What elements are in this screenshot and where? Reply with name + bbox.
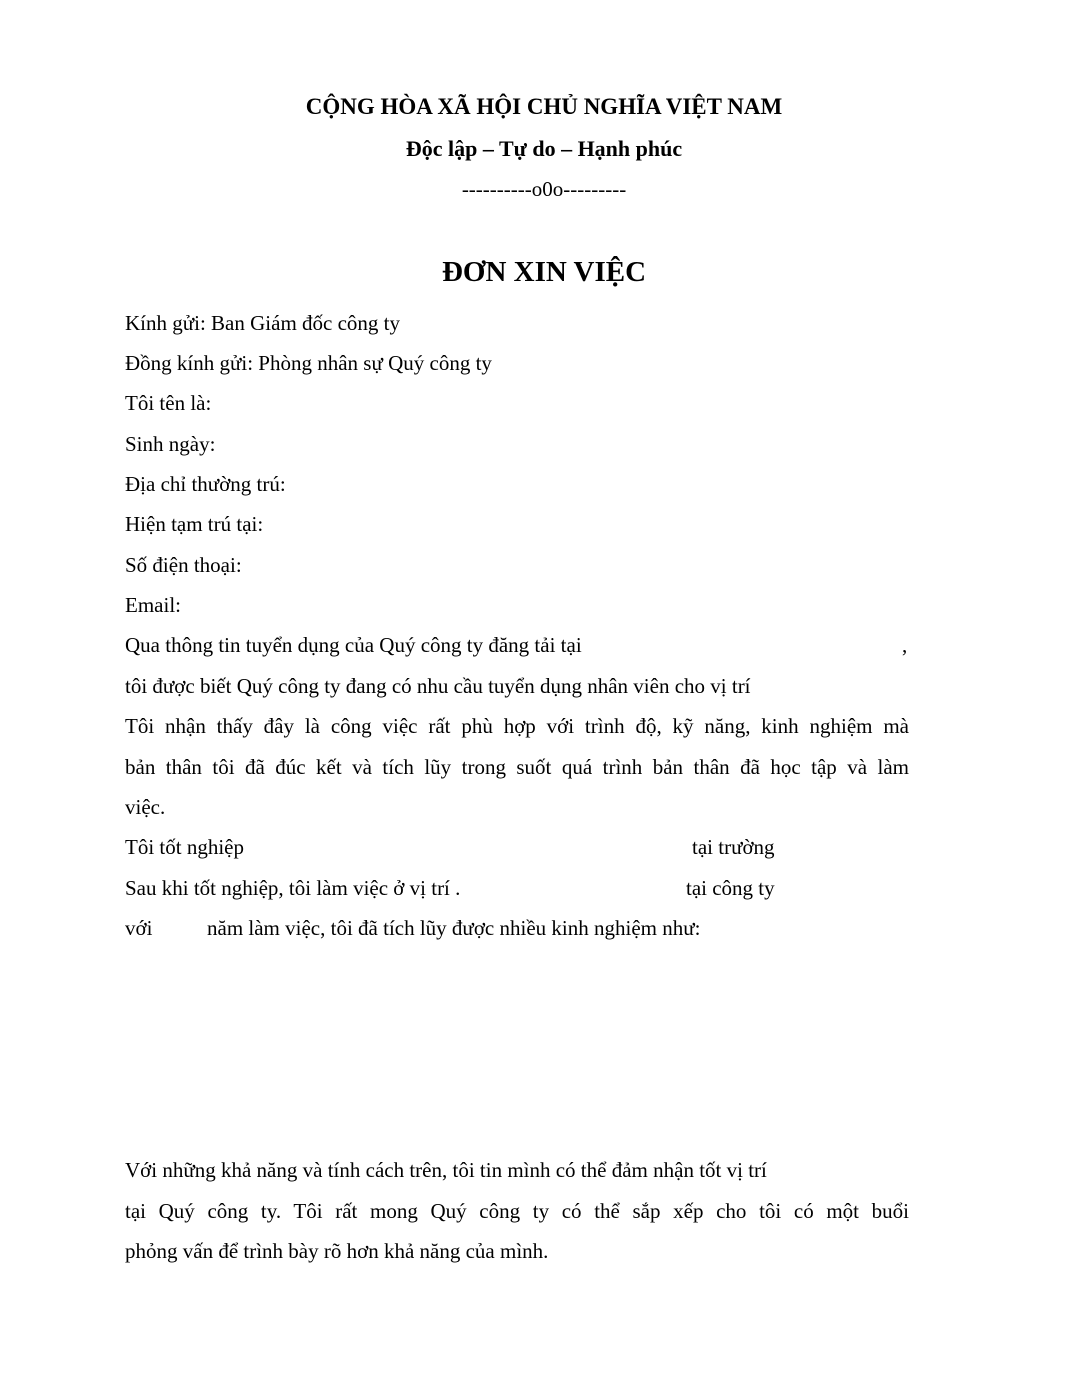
closing-line-3: phỏng vấn để trình bày rõ hơn khả năng của mình.	[125, 1239, 549, 1263]
temporary-address-field-label: Hiện tạm trú tại:	[125, 512, 264, 536]
fit-paragraph-line-2: bản thân tôi đã đúc kết và tích lũy trong suốt quá trình bản thân đã học tập và làm	[125, 755, 909, 779]
closing-line-2: tại Quý công ty. Tôi rất mong Quý công ty có thể sắp xếp cho tôi có một buổi	[125, 1199, 909, 1223]
addressee-line: Kính gửi: Ban Giám đốc công ty	[125, 311, 401, 335]
job-source-line: Qua thông tin tuyển dụng của Quý công ty đăng tải tại	[125, 633, 582, 657]
email-field-label: Email:	[125, 593, 181, 617]
cc-addressee-line: Đồng kính gửi: Phòng nhân sự Quý công ty	[125, 351, 492, 375]
national-motto: Độc lập – Tự do – Hạnh phúc	[405, 136, 683, 161]
fit-paragraph-line-1: Tôi nhận thấy đây là công việc rất phù hợp với trình độ, kỹ năng, kinh nghiệm mà	[125, 714, 909, 738]
with-label: với	[125, 916, 153, 940]
phone-field-label: Số điện thoại:	[125, 553, 242, 577]
after-graduation-label: Sau khi tốt nghiệp, tôi làm việc ở vị trí .	[125, 876, 461, 900]
document-title: ĐƠN XIN VIỆC	[441, 256, 647, 288]
dob-field-label: Sinh ngày:	[125, 432, 216, 456]
header-separator: ----------o0o---------	[461, 177, 627, 201]
job-source-comma: ,	[902, 633, 908, 657]
name-field-label: Tôi tên là:	[125, 391, 212, 415]
company-label: tại công ty	[686, 876, 775, 900]
national-title: CỘNG HÒA XÃ HỘI CHỦ NGHĨA VIỆT NAM	[305, 94, 783, 119]
closing-line-1: Với những khả năng và tính cách trên, tôi tin mình có thể đảm nhận tốt vị trí	[125, 1158, 767, 1182]
school-label: tại trường	[692, 835, 775, 859]
fit-paragraph-line-3: việc.	[125, 795, 166, 819]
position-line: tôi được biết Quý công ty đang có nhu cầu tuyển dụng nhân viên cho vị trí	[125, 674, 751, 698]
years-experience-line: năm làm việc, tôi đã tích lũy được nhiều kinh nghiệm như:	[207, 916, 701, 940]
permanent-address-field-label: Địa chỉ thường trú:	[125, 472, 286, 496]
graduated-label: Tôi tốt nghiệp	[125, 835, 244, 859]
